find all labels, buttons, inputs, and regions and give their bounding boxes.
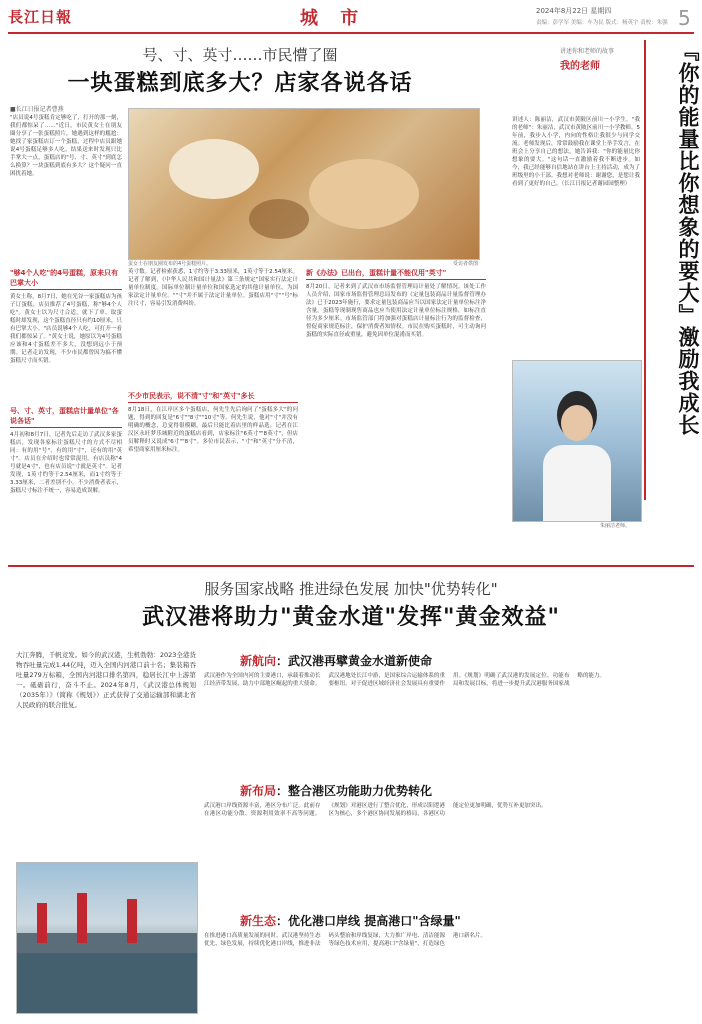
subhead-c-black: ：优化港口岸线 提高港口"含绿量" bbox=[276, 914, 461, 928]
section-divider bbox=[8, 565, 694, 567]
cake-photo bbox=[128, 108, 480, 260]
photo-credit: 受访者供图 bbox=[452, 261, 478, 267]
body-4: 8月20日，记者来到了武汉市市场监督管理局计量处了解情况。该处工作人员介绍，国家市场监督管理总局发布的《定量包装商品计量监督管理办法》已于2023年施行，要求定量包装商品应当以国家法定计量单位标注净含量。蛋糕等现制现售商品也应当使用法定计量单位标注规格，如标注直径为多少厘米。市场监管部门将加强对蛋糕店计量标注行为的监督检查，督促商家规范标注，保护消费者知情权。市民在购买蛋糕时，可主动询问蛋糕的实际直径或重量，避免因单位混淆而买错。 bbox=[306, 284, 486, 338]
subhead-1: "够4个人吃"的4号蛋糕，原来只有巴掌大小 bbox=[10, 268, 122, 290]
subhead-c-red: 新生态 bbox=[240, 914, 277, 928]
article1-lead: "店员说4号蛋糕肯定够吃了，打开的那一刻，我们都惊呆了……"近日，市民黄女士在朋友圈分享了一张蛋糕照片，她遇到这样的尴尬：她找了家蛋糕店订一个蛋糕，过程中店员跟她说4号蛋糕足够多人吃，结果送来时发现只比手掌大一点，蛋糕店的"号、寸、英寸"到底怎么换算？一块蛋糕到底有多大？这个疑问一直困扰着她。 bbox=[10, 115, 122, 177]
subhead-b-red: 新布局 bbox=[240, 784, 277, 798]
body-1: 黄女士称，8月7日，她在光谷一家蛋糕店为孩子订蛋糕。店员推荐了4号蛋糕，称"够4个人吃"。黄女士以为尺寸合适，就下了单。取蛋糕时却发现，这个蛋糕直径只有约10厘米，只有巴掌大小。"店员说够4个人吃，可打开一看我们都惊呆了。"黄女士说，她原以为4号蛋糕应该和4寸蛋糕差不多大，没想到远小于预期。记者走访发现，不少市民都曾因为搞不懂蛋糕尺寸而买错。 bbox=[10, 294, 122, 364]
article2-kicker: 服务国家战略 推进绿色发展 加快"优势转化" bbox=[204, 580, 498, 598]
cake-photo-caption bbox=[128, 260, 478, 267]
page-number: 5 bbox=[678, 6, 691, 30]
subhead-2: 号、寸、英寸，蛋糕店计量单位"各说各话" bbox=[10, 406, 122, 428]
article1-col2 bbox=[128, 268, 298, 556]
body-new-direction: 武汉港作为全国内河的主要港口，承载着推动长江经济带发展、助力中部地区崛起的重大使命。武汉港地处长江中游，是国家综合运输体系的重要枢纽，对于促进区域经济社会发展具有重要作用。《规划》明确了武汉港的发展定位、功能布局和发展目标，将进一步提升武汉港服务国家战略的能力。 bbox=[204, 673, 606, 687]
mid-body: 英寸数。记者检索获悉，1寸约等于3.33厘米，1英寸等于2.54厘米。记者了解到，《中华人民共和国计量法》第三条规定"国家实行法定计量单位制度。国际单位制计量单位和国家选定的其他计量单位，为国家法定计量单位。""寸"并不属于法定计量单位。蛋糕店用"寸""号"标注尺寸，容易引发消费纠纷。 bbox=[128, 269, 298, 307]
subhead-a-black: ：武汉港再擘黄金水道新使命 bbox=[276, 654, 433, 668]
body-3: 8月18日，在江岸区多个蛋糕店，何先生先后询问了"蛋糕多大"的问题，得到的回复是"6寸""8寸""10寸"等。何先生说，他对"寸"并没有明确的概念，总觉得很模糊，最后只能比着店里的样品选。记者在江汉区永旺梦乐城附近的蛋糕店看到，店家标注"6英寸""8英寸"，但店员解释时又说成"6寸""8寸"。多位市民表示，"寸"和"英寸"分不清，希望商家用厘米标注。 bbox=[128, 407, 298, 453]
section-name: 城 市 bbox=[300, 8, 367, 29]
newspaper-logo: 長江日報 bbox=[8, 8, 73, 26]
port-photo bbox=[16, 862, 198, 1014]
article1-col1 bbox=[10, 268, 122, 581]
subhead-new-ecology bbox=[240, 912, 461, 929]
article1-kicker: 号、寸、英寸……市民懵了圈 bbox=[142, 46, 338, 64]
column-body: 讲述人：陈丽洁，武汉市黄陂区前川一小学生。"我的老师"：朱丽洁，武汉市黄陂区前川一小学教师。5年前，我步入小学，内向的性格让我很少与同学交流。老师发现后，常常鼓励我在课堂上举手发言，在班会上分享自己的想法。她告诉我："你的能量比你想象的要大。"这句话一直激励着我不断进步。如今，我已经能够自信地站在讲台上主持活动，成为了班级里的小干部。我想对老师说：谢谢您，是您让我看到了更好的自己。（长江日报记者谢园园整理） bbox=[512, 117, 640, 187]
teacher-photo bbox=[512, 360, 642, 522]
subhead-4: 新《办法》已出台，蛋糕计量不能仅用"英寸" bbox=[306, 268, 486, 280]
column-title: 『你的能量比你想象的要大』激励我成长 bbox=[644, 40, 700, 500]
article1-byline: ■长江日报记者曹燕 bbox=[10, 106, 64, 113]
masthead bbox=[8, 4, 694, 34]
caption-text: 蛋女士在朋友圈发布的4号蛋糕照片。 bbox=[128, 261, 212, 267]
article1-col3 bbox=[306, 268, 486, 565]
body-2: 4月初和8月7日，记者先后走访了武汉多家蛋糕店，发现各家标注蛋糕尺寸的方式不尽相同：有的用"号"，有的用"寸"，还有的用"英寸"。店员在介绍时也常常混用。有店员称"4号就是4寸"，也有店员说"寸就是英寸"。记者发现，1英寸约等于2.54厘米，而1寸约等于3.33厘米，二者差别不小。不少消费者表示，蛋糕尺寸标注不统一，容易造成误解。 bbox=[10, 432, 122, 494]
article2-title: 武汉港将助力"黄金水道"发挥"黄金效益" bbox=[142, 605, 560, 630]
subhead-a-red: 新航向 bbox=[240, 654, 277, 668]
subhead-new-layout bbox=[240, 782, 432, 799]
editor-credits: 责编：彭学军 美编：车为民 版式：杨英宇 责校：朱强 bbox=[536, 20, 668, 26]
body-new-ecology: 在推进港口高质量发展的同时，武汉港坚持生态优先、绿色发展，持续优化港口岸线，推进非法码头整治和岸线复绿，大力推广岸电、清洁能源等绿色技术应用，提高港口"含绿量"，打造绿色港口新名片。 bbox=[204, 933, 487, 947]
subhead-new-direction bbox=[240, 652, 432, 669]
article1-title: 一块蛋糕到底多大？店家各说各话 bbox=[67, 71, 413, 96]
column-header bbox=[560, 46, 640, 72]
issue-date: 2024年8月22日 星期四 bbox=[536, 7, 612, 15]
teacher-photo-caption: 朱丽洁老师。 bbox=[600, 523, 631, 529]
subhead-3: 不少市民表示，说不清"寸"和"英寸"多长 bbox=[128, 391, 298, 403]
column-label: 讲述你和老师的故事 bbox=[560, 48, 615, 55]
body-new-layout: 武汉港口岸线资源丰富，港区分布广泛。此前存在港区功能分散、资源利用效率不高等问题。《规划》对港区进行了整合优化，形成以阳逻港区为核心，多个港区协同发展的格局，各港区功能定位更加明确，优势互补更加突出。 bbox=[204, 803, 547, 817]
column-name: 我的老师 bbox=[560, 61, 600, 72]
subhead-b-black: ：整合港区功能助力优势转化 bbox=[276, 784, 433, 798]
article2-intro: 大江奔腾，千帆竞发。如今的武汉港，生机勃勃：2023全港货物吞吐量完成1.44亿吨，迈入全国内河港口前十名；集装箱吞吐量279万标箱，全国内河港口排名第四，稳居长江中上游第一。砥砺前行，奋斗不止。2024年8月，《武汉港总体规划（2035年）》（简称《规划》）正式获得了交通运输部和湖北省人民政府的联合批复。 bbox=[16, 651, 196, 709]
